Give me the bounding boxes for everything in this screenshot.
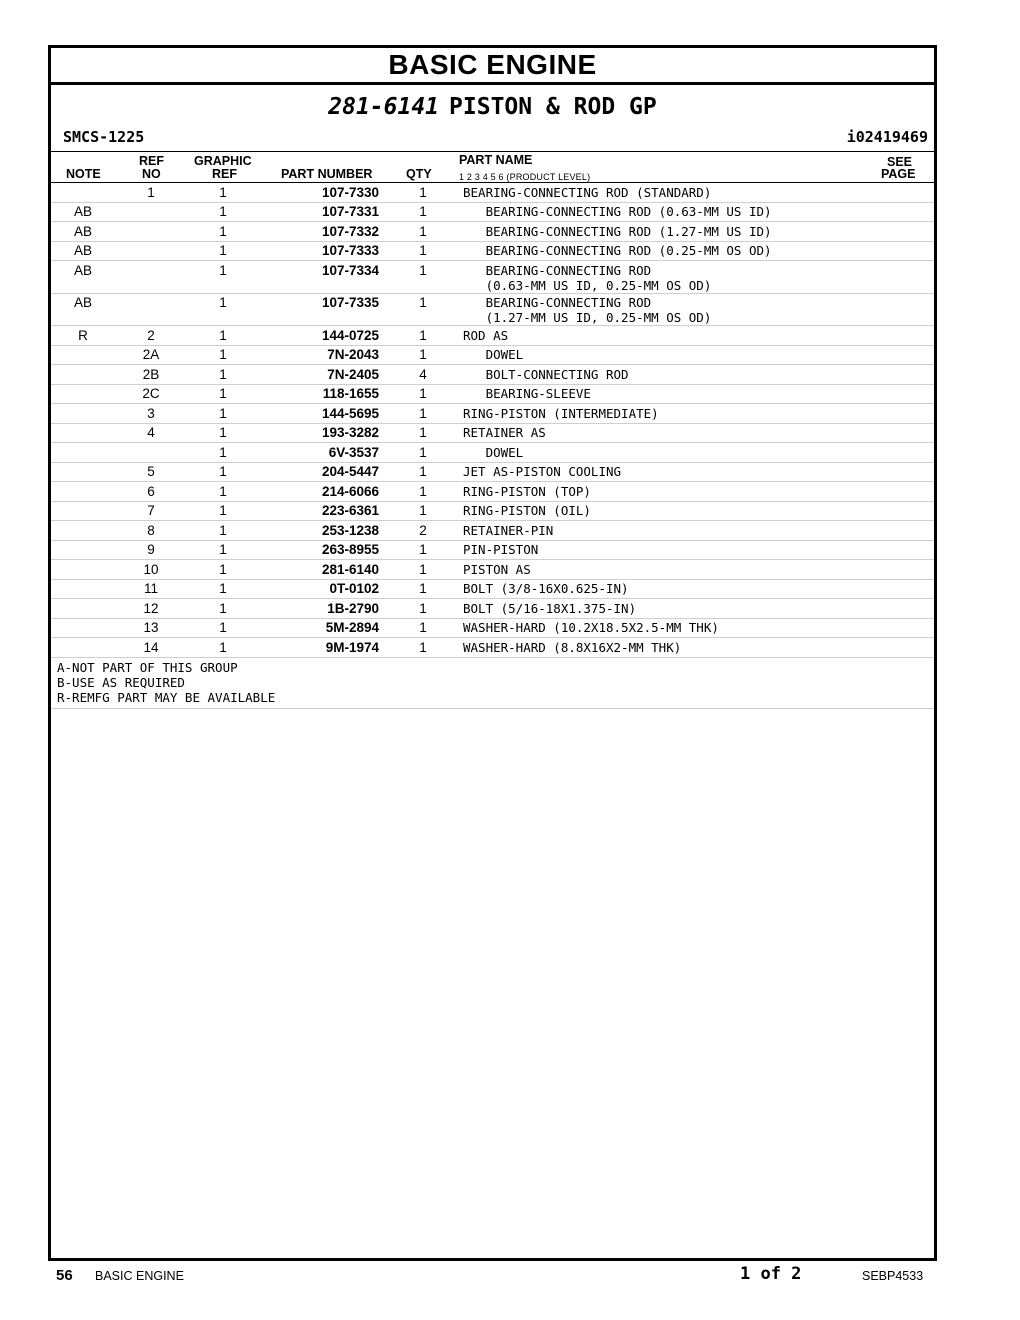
note-cell: [51, 521, 115, 541]
part-number-cell: 107-7330: [259, 183, 385, 202]
table-row: [51, 521, 934, 541]
part-name-cell: RING-PISTON (OIL): [461, 501, 874, 521]
footer-section: BASIC ENGINE: [95, 1269, 184, 1283]
graphic-ref-cell: 1: [187, 183, 259, 202]
graphic-ref-cell: 1: [187, 540, 259, 560]
ref-no-cell: 7: [115, 501, 187, 521]
ref-no-cell: 4: [115, 423, 187, 443]
part-name-cell: BEARING-CONNECTING ROD (1.27-MM US ID): [461, 222, 874, 242]
see-page-cell: [874, 345, 934, 365]
see-page-cell: [874, 404, 934, 424]
part-name-cell: BOLT (5/16-18X1.375-IN): [461, 599, 874, 619]
part-name-cell: BEARING-CONNECTING ROD (STANDARD): [461, 183, 874, 202]
notes-block: [51, 658, 934, 709]
see-page-cell: [874, 261, 934, 294]
part-number-cell: 118-1655: [259, 384, 385, 404]
part-number-cell: 107-7332: [259, 222, 385, 242]
see-page-cell: [874, 540, 934, 560]
smcs-row: [51, 125, 934, 152]
qty-cell: 1: [385, 384, 461, 404]
table-row: [51, 293, 934, 326]
note-cell: [51, 618, 115, 638]
part-name-cell: BEARING-CONNECTING ROD (0.63-MM US ID, 0.25-MM OS OD): [461, 261, 874, 294]
note-cell: [51, 462, 115, 482]
graphic-ref-cell: 1: [187, 599, 259, 619]
col-ref-top: REF: [139, 154, 164, 168]
ref-no-cell: 5: [115, 462, 187, 482]
table-row: [51, 365, 934, 385]
ref-no-cell: 10: [115, 560, 187, 580]
illustration-id: i02419469: [846, 128, 928, 146]
group-number: 281-6141: [328, 94, 440, 120]
part-number-cell: 107-7334: [259, 261, 385, 294]
ref-no-cell: 6: [115, 482, 187, 502]
note-b: B-USE AS REQUIRED: [57, 674, 185, 690]
part-name-cell: PISTON AS: [461, 560, 874, 580]
smcs-code: SMCS-1225: [63, 128, 145, 146]
part-name-cell: BEARING-CONNECTING ROD (0.25-MM OS OD): [461, 241, 874, 261]
qty-cell: 1: [385, 599, 461, 619]
part-number-cell: 144-5695: [259, 404, 385, 424]
see-page-cell: [874, 202, 934, 222]
qty-cell: 1: [385, 618, 461, 638]
ref-no-cell: 2C: [115, 384, 187, 404]
graphic-ref-cell: 1: [187, 618, 259, 638]
qty-cell: 1: [385, 183, 461, 202]
ref-no-cell: 1: [115, 183, 187, 202]
part-number-cell: 107-7333: [259, 241, 385, 261]
qty-cell: 1: [385, 462, 461, 482]
ref-no-cell: [115, 293, 187, 326]
graphic-ref-cell: 1: [187, 202, 259, 222]
graphic-ref-cell: 1: [187, 345, 259, 365]
part-name-cell: BOLT (3/8-16X0.625-IN): [461, 579, 874, 599]
see-page-cell: [874, 293, 934, 326]
graphic-ref-cell: 1: [187, 423, 259, 443]
part-number-cell: 193-3282: [259, 423, 385, 443]
part-number-cell: 281-6140: [259, 560, 385, 580]
part-number-cell: 144-0725: [259, 326, 385, 346]
qty-cell: 4: [385, 365, 461, 385]
table-row: [51, 599, 934, 619]
table-row: [51, 241, 934, 261]
table-row: [51, 404, 934, 424]
note-cell: AB: [51, 202, 115, 222]
col-ref-bottom: NO: [142, 167, 161, 181]
note-r: R-REMFG PART MAY BE AVAILABLE: [57, 689, 276, 705]
ref-no-cell: 12: [115, 599, 187, 619]
part-name-cell: RING-PISTON (INTERMEDIATE): [461, 404, 874, 424]
see-page-cell: [874, 423, 934, 443]
note-cell: [51, 540, 115, 560]
table-row: [51, 501, 934, 521]
graphic-ref-cell: 1: [187, 443, 259, 463]
part-number-cell: 5M-2894: [259, 618, 385, 638]
qty-cell: 1: [385, 443, 461, 463]
section-title: BASIC ENGINE: [51, 48, 934, 85]
qty-cell: 1: [385, 241, 461, 261]
part-number-cell: 223-6361: [259, 501, 385, 521]
table-row: [51, 345, 934, 365]
part-name-cell: JET AS-PISTON COOLING: [461, 462, 874, 482]
see-page-cell: [874, 384, 934, 404]
note-cell: [51, 560, 115, 580]
ref-no-cell: 2A: [115, 345, 187, 365]
see-page-cell: [874, 501, 934, 521]
part-number-cell: 107-7331: [259, 202, 385, 222]
table-row: [51, 423, 934, 443]
graphic-ref-cell: 1: [187, 222, 259, 242]
part-number-cell: 214-6066: [259, 482, 385, 502]
qty-cell: 1: [385, 501, 461, 521]
graphic-ref-cell: 1: [187, 261, 259, 294]
note-cell: [51, 482, 115, 502]
table-row: [51, 183, 934, 202]
part-number-cell: 204-5447: [259, 462, 385, 482]
see-page-cell: [874, 326, 934, 346]
qty-cell: 1: [385, 560, 461, 580]
qty-cell: 1: [385, 202, 461, 222]
graphic-ref-cell: 1: [187, 560, 259, 580]
parts-page-frame: [48, 45, 937, 1261]
note-cell: [51, 423, 115, 443]
part-number-cell: 7N-2405: [259, 365, 385, 385]
ref-no-cell: 11: [115, 579, 187, 599]
note-cell: AB: [51, 241, 115, 261]
note-cell: [51, 638, 115, 658]
note-cell: [51, 345, 115, 365]
note-cell: AB: [51, 293, 115, 326]
part-name-cell: RETAINER AS: [461, 423, 874, 443]
note-cell: [51, 384, 115, 404]
table-row: [51, 579, 934, 599]
note-cell: [51, 404, 115, 424]
part-name-cell: DOWEL: [461, 345, 874, 365]
ref-no-cell: [115, 202, 187, 222]
part-name-cell: BEARING-SLEEVE: [461, 384, 874, 404]
qty-cell: 1: [385, 404, 461, 424]
qty-cell: 1: [385, 222, 461, 242]
table-row: [51, 560, 934, 580]
note-cell: AB: [51, 222, 115, 242]
see-page-cell: [874, 241, 934, 261]
qty-cell: 1: [385, 423, 461, 443]
part-number-cell: 9M-1974: [259, 638, 385, 658]
part-number-cell: 1B-2790: [259, 599, 385, 619]
page-footer: [0, 1264, 1020, 1288]
ref-no-cell: 13: [115, 618, 187, 638]
col-see-bottom: PAGE: [881, 167, 916, 181]
document-number: SEBP4533: [862, 1269, 924, 1283]
ref-no-cell: 2: [115, 326, 187, 346]
ref-no-cell: 9: [115, 540, 187, 560]
ref-no-cell: 14: [115, 638, 187, 658]
page-number: 56: [56, 1267, 73, 1284]
note-cell: R: [51, 326, 115, 346]
col-product-levels: 1 2 3 4 5 6 (PRODUCT LEVEL): [459, 172, 591, 182]
qty-cell: 1: [385, 482, 461, 502]
part-name-cell: ROD AS: [461, 326, 874, 346]
qty-cell: 1: [385, 345, 461, 365]
ref-no-cell: 2B: [115, 365, 187, 385]
part-name-cell: RETAINER-PIN: [461, 521, 874, 541]
col-graphic-top: GRAPHIC: [194, 154, 252, 168]
graphic-ref-cell: 1: [187, 365, 259, 385]
graphic-ref-cell: 1: [187, 638, 259, 658]
table-row: [51, 443, 934, 463]
ref-no-cell: [115, 443, 187, 463]
table-row: [51, 261, 934, 294]
ref-no-cell: 3: [115, 404, 187, 424]
see-page-cell: [874, 618, 934, 638]
ref-no-cell: [115, 261, 187, 294]
part-name-cell: DOWEL: [461, 443, 874, 463]
part-name-cell: BEARING-CONNECTING ROD (0.63-MM US ID): [461, 202, 874, 222]
see-page-cell: [874, 183, 934, 202]
part-name-cell: WASHER-HARD (10.2X18.5X2.5-MM THK): [461, 618, 874, 638]
table-row: [51, 222, 934, 242]
col-graphic-bottom: REF: [212, 167, 237, 181]
qty-cell: 1: [385, 540, 461, 560]
graphic-ref-cell: 1: [187, 482, 259, 502]
see-page-cell: [874, 222, 934, 242]
see-page-cell: [874, 521, 934, 541]
table-header: [51, 152, 934, 183]
qty-cell: 2: [385, 521, 461, 541]
part-name-cell: PIN-PISTON: [461, 540, 874, 560]
page-of: 1 of 2: [740, 1264, 802, 1284]
table-row: [51, 326, 934, 346]
graphic-ref-cell: 1: [187, 241, 259, 261]
table-row: [51, 462, 934, 482]
part-number-cell: 7N-2043: [259, 345, 385, 365]
col-part-name: PART NAME: [459, 153, 533, 167]
col-part-number: PART NUMBER: [281, 167, 373, 181]
table-row: [51, 202, 934, 222]
note-cell: [51, 365, 115, 385]
note-cell: [51, 501, 115, 521]
table-row: [51, 638, 934, 658]
note-cell: [51, 579, 115, 599]
note-cell: AB: [51, 261, 115, 294]
table-row: [51, 482, 934, 502]
graphic-ref-cell: 1: [187, 326, 259, 346]
graphic-ref-cell: 1: [187, 404, 259, 424]
note-cell: [51, 183, 115, 202]
part-name-cell: RING-PISTON (TOP): [461, 482, 874, 502]
part-number-cell: 253-1238: [259, 521, 385, 541]
part-number-cell: 107-7335: [259, 293, 385, 326]
graphic-ref-cell: 1: [187, 293, 259, 326]
part-name-cell: BEARING-CONNECTING ROD (1.27-MM US ID, 0.25-MM OS OD): [461, 293, 874, 326]
graphic-ref-cell: 1: [187, 501, 259, 521]
table-row: [51, 540, 934, 560]
col-note: NOTE: [66, 167, 101, 181]
note-cell: [51, 443, 115, 463]
see-page-cell: [874, 560, 934, 580]
see-page-cell: [874, 443, 934, 463]
see-page-cell: [874, 638, 934, 658]
see-page-cell: [874, 365, 934, 385]
see-page-cell: [874, 599, 934, 619]
part-number-cell: 6V-3537: [259, 443, 385, 463]
qty-cell: 1: [385, 579, 461, 599]
ref-no-cell: 8: [115, 521, 187, 541]
graphic-ref-cell: 1: [187, 462, 259, 482]
ref-no-cell: [115, 241, 187, 261]
table-row: [51, 618, 934, 638]
graphic-ref-cell: 1: [187, 579, 259, 599]
see-page-cell: [874, 462, 934, 482]
see-page-cell: [874, 482, 934, 502]
qty-cell: 1: [385, 261, 461, 294]
qty-cell: 1: [385, 638, 461, 658]
parts-table-body: [51, 183, 934, 657]
note-cell: [51, 599, 115, 619]
group-name: PISTON & ROD GP: [449, 94, 657, 120]
part-name-cell: WASHER-HARD (8.8X16X2-MM THK): [461, 638, 874, 658]
see-page-cell: [874, 579, 934, 599]
part-number-cell: 0T-0102: [259, 579, 385, 599]
qty-cell: 1: [385, 326, 461, 346]
qty-cell: 1: [385, 293, 461, 326]
table-row: [51, 384, 934, 404]
graphic-ref-cell: 1: [187, 384, 259, 404]
note-a: A-NOT PART OF THIS GROUP: [57, 659, 238, 675]
part-number-cell: 263-8955: [259, 540, 385, 560]
group-title: [51, 85, 934, 125]
col-qty: QTY: [406, 167, 432, 181]
graphic-ref-cell: 1: [187, 521, 259, 541]
part-name-cell: BOLT-CONNECTING ROD: [461, 365, 874, 385]
parts-table: [51, 183, 934, 658]
col-see-top: SEE: [887, 155, 913, 169]
ref-no-cell: [115, 222, 187, 242]
